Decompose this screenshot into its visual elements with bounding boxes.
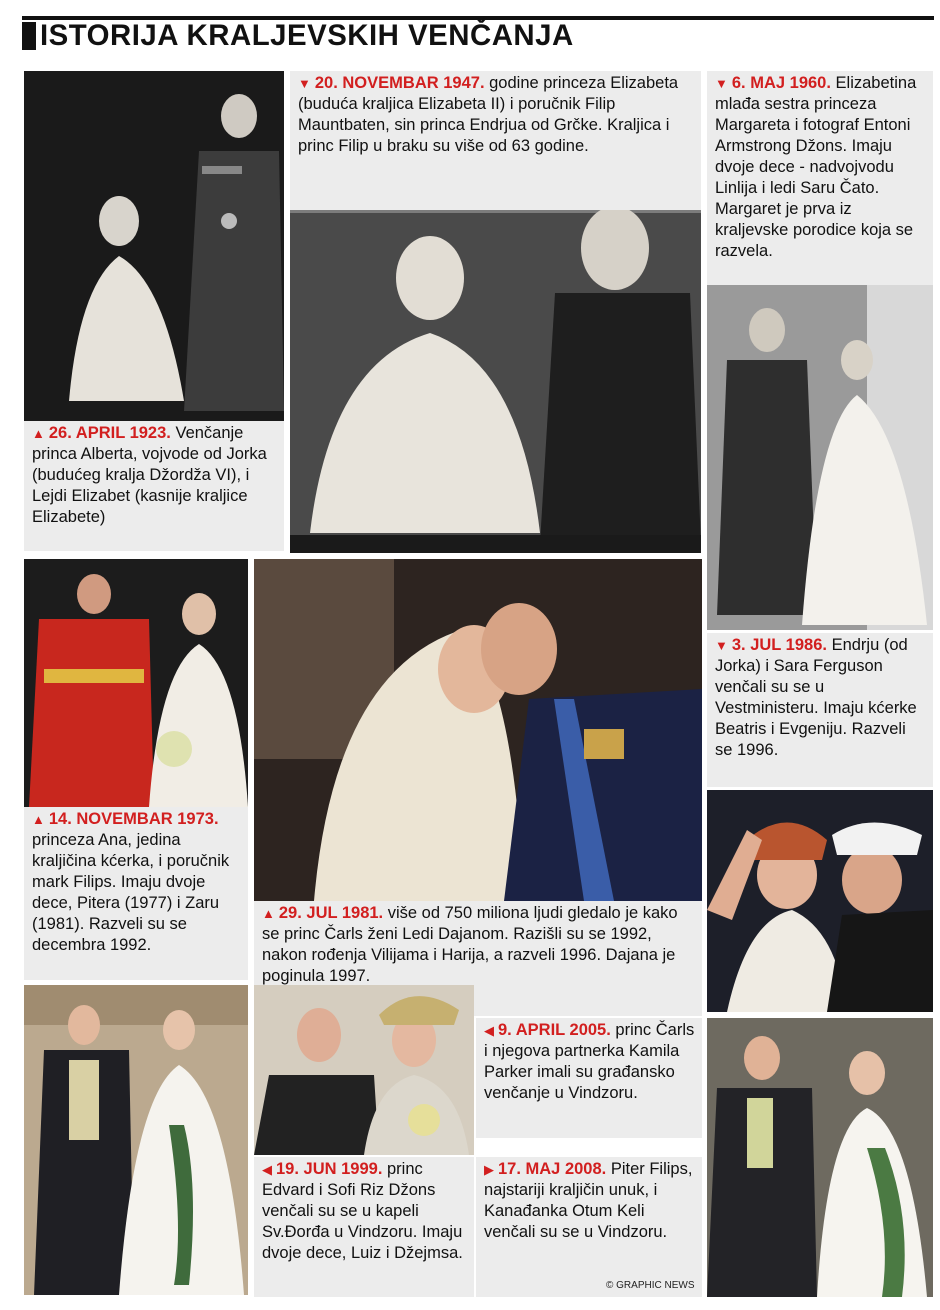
triangle-right-icon: ▶ (484, 1162, 494, 1177)
caption-1960: ▼ 6. MAJ 1960. Elizabetina mlađa sestra princeza Margareta i fotograf Entoni Armstrong Džons. Imaju dvoje dece - nadvojvodu Linlija i ledi Saru Čato. Margaret je prva iz kraljevske porodice koja se razvela. (707, 71, 933, 285)
caption-2008: ▶ 17. MAJ 2008. Piter Filips, najstariji kraljičin unuk, i Kanađanka Otum Keli venčali su se u Vindzoru. (476, 1157, 702, 1297)
caption-1973: ▲ 14. NOVEMBAR 1973. princeza Ana, jedina kraljičina kćerka, i poručnik mark Filips. Imaju dvoje dece, Pitera (1977) i Zaru (1981). Razveli su se decembra 1992. (24, 807, 248, 980)
photo-1960-wedding (707, 285, 933, 630)
photo-2008-wedding (707, 1018, 933, 1297)
photo-2005-wedding (254, 985, 474, 1155)
photo-credit: © GRAPHIC NEWS (606, 1280, 695, 1291)
photo-1923-wedding (24, 71, 284, 421)
triangle-up-icon: ▲ (32, 426, 45, 441)
caption-2005: ◀ 9. APRIL 2005. princ Čarls i njegova partnerka Kamila Parker imali su građansko venčanje u Vindzoru. (476, 1018, 702, 1138)
caption-1923: ▲ 26. APRIL 1923. Venčanje princa Alberta, vojvode od Jorka (budućeg kralja Džordža VI), i Lejdi Elizabet (kasnije kraljice Elizabete) (24, 421, 284, 551)
caption-1986: ▼ 3. JUL 1986. Endrju (od Jorka) i Sara Ferguson venčali su se u Vestministeru. Imaju kćerke Beatris i Evgeniju. Razveli se 1996. (707, 633, 933, 787)
caption-1947: ▼ 20. NOVEMBAR 1947. godine princeza Elizabeta (buduća kraljica Elizabeta II) i poručnik Filip Mauntbaten, sin princa Endrjua od Grčke. Kraljica i princ Filip u braku su više od 63 godine. (290, 71, 701, 210)
photo-1999-wedding (24, 985, 248, 1295)
triangle-down-icon: ▼ (298, 76, 311, 91)
photo-1981-wedding (254, 559, 702, 901)
photo-1973-wedding (24, 559, 248, 807)
triangle-left-icon: ◀ (262, 1162, 272, 1177)
triangle-down-icon: ▼ (715, 638, 728, 653)
caption-1999: ◀ 19. JUN 1999. princ Edvard i Sofi Riz Džons venčali su se u kapeli Sv.Đorđa u Vindzoru. Imaju dvoje dece, Luiz i Džejmsa. (254, 1157, 474, 1297)
triangle-up-icon: ▲ (262, 906, 275, 921)
caption-1981: ▲ 29. JUL 1981. više od 750 miliona ljudi gledalo je kako se princ Čarls ženi Ledi Dajanom. Razišli su se 1992, nakon rođenja Vilijama i Harija, a razveli 1996. Dajana je poginula 1997. (254, 901, 702, 1016)
triangle-up-icon: ▲ (32, 812, 45, 827)
title-mark (22, 22, 36, 50)
photo-1986-wedding (707, 790, 933, 1012)
page-title: ISTORIJA KRALJEVSKIH VENČANJA (40, 19, 574, 52)
triangle-down-icon: ▼ (715, 76, 728, 91)
triangle-left-icon: ◀ (484, 1023, 494, 1038)
